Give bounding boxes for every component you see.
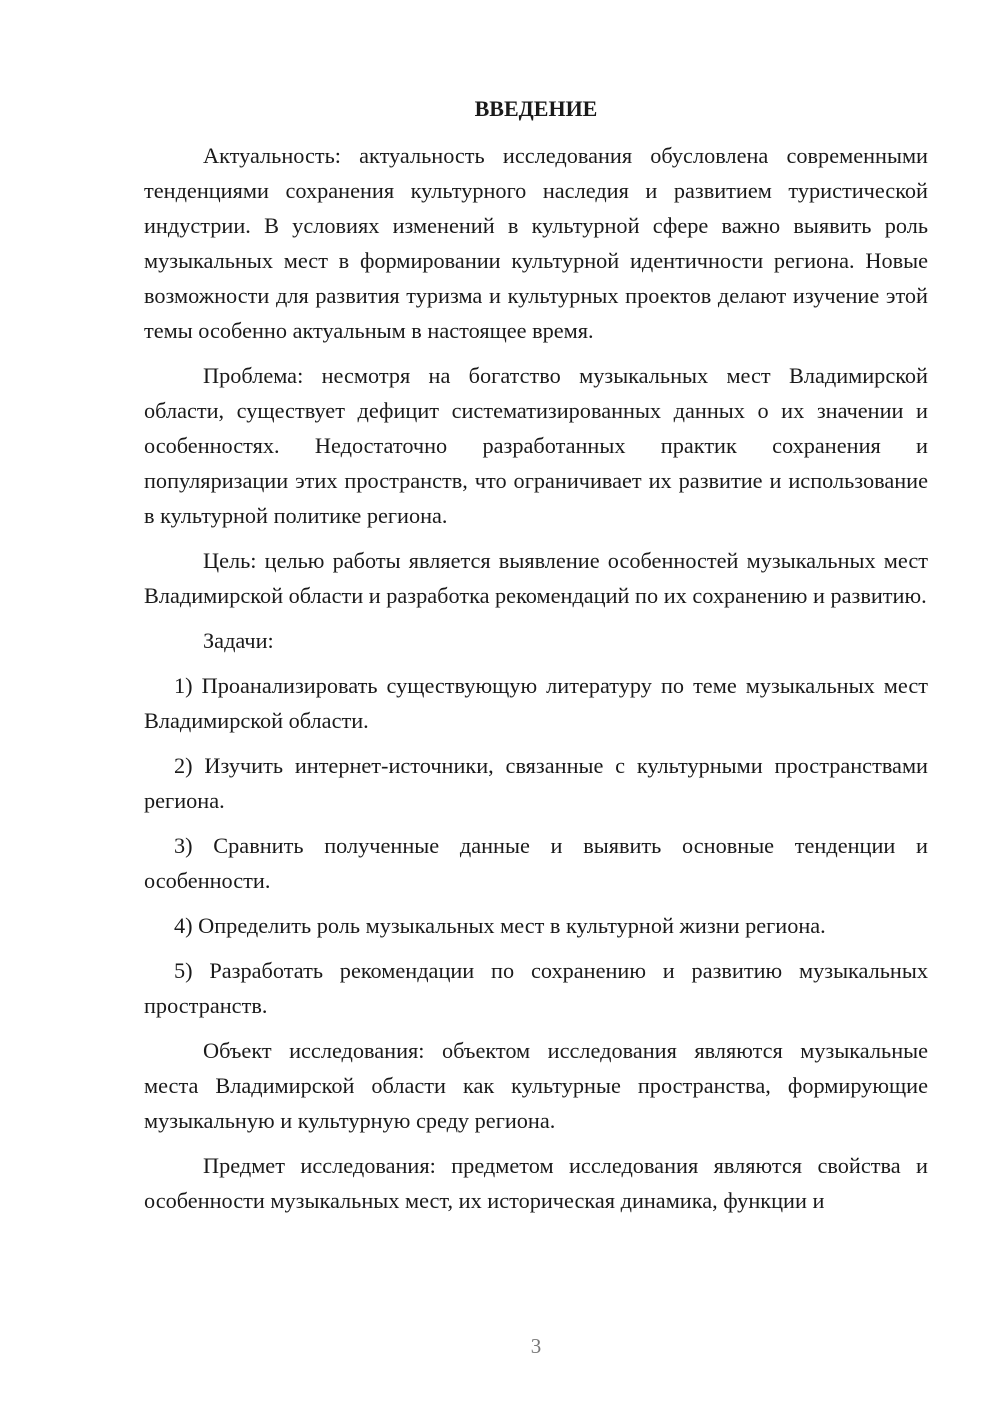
page-number: 3 bbox=[530, 1334, 542, 1358]
document-page bbox=[144, 90, 928, 1228]
task-item-2: 2) Изучить интернет-источники, связанные с культурными пространствами региона. bbox=[144, 753, 928, 813]
task-item-4: 4) Определить роль музыкальных мест в культурной жизни региона. bbox=[174, 913, 826, 938]
task-item-5: 5) Разработать рекомендации по сохранению и развитию музыкальных пространств. bbox=[144, 958, 928, 1018]
problem-paragraph: Проблема: несмотря на богатство музыкальных мест Владимирской области, существует дефицит систематизированных данных о их значении и особенностях. Недостаточно разработанных практик сохранения и популяризации этих пространств, что ограничивает их развитие и использование в культурной политике региона. bbox=[144, 363, 928, 528]
task-item-1: 1) Проанализировать существующую литературу по теме музыкальных мест Владимирской области. bbox=[144, 673, 928, 733]
subject-paragraph: Предмет исследования: предметом исследования являются свойства и особенности музыкальных мест, их историческая динамика, функции и bbox=[144, 1153, 928, 1213]
section-title: ВВЕДЕНИЕ bbox=[474, 96, 598, 121]
goal-paragraph: Цель: целью работы является выявление особенностей музыкальных мест Владимирской области и разработка рекомендаций по их сохранению и развитию. bbox=[144, 548, 928, 608]
tasks-heading: Задачи: bbox=[203, 628, 274, 653]
relevance-paragraph: Актуальность: актуальность исследования обусловлена современными тенденциями сохранения культурного наследия и развитием туристической индустрии. В условиях изменений в культурной сфере важно выявить роль музыкальных мест в формировании культурной идентичности региона. Новые возможности для развития туризма и культурных проектов делают изучение этой темы особенно актуальным в настоящее время. bbox=[144, 143, 928, 343]
object-paragraph: Объект исследования: объектом исследования являются музыкальные места Владимирской области как культурные пространства, формирующие музыкальную и культурную среду региона. bbox=[144, 1038, 928, 1133]
task-item-3: 3) Сравнить полученные данные и выявить основные тенденции и особенности. bbox=[144, 833, 928, 893]
